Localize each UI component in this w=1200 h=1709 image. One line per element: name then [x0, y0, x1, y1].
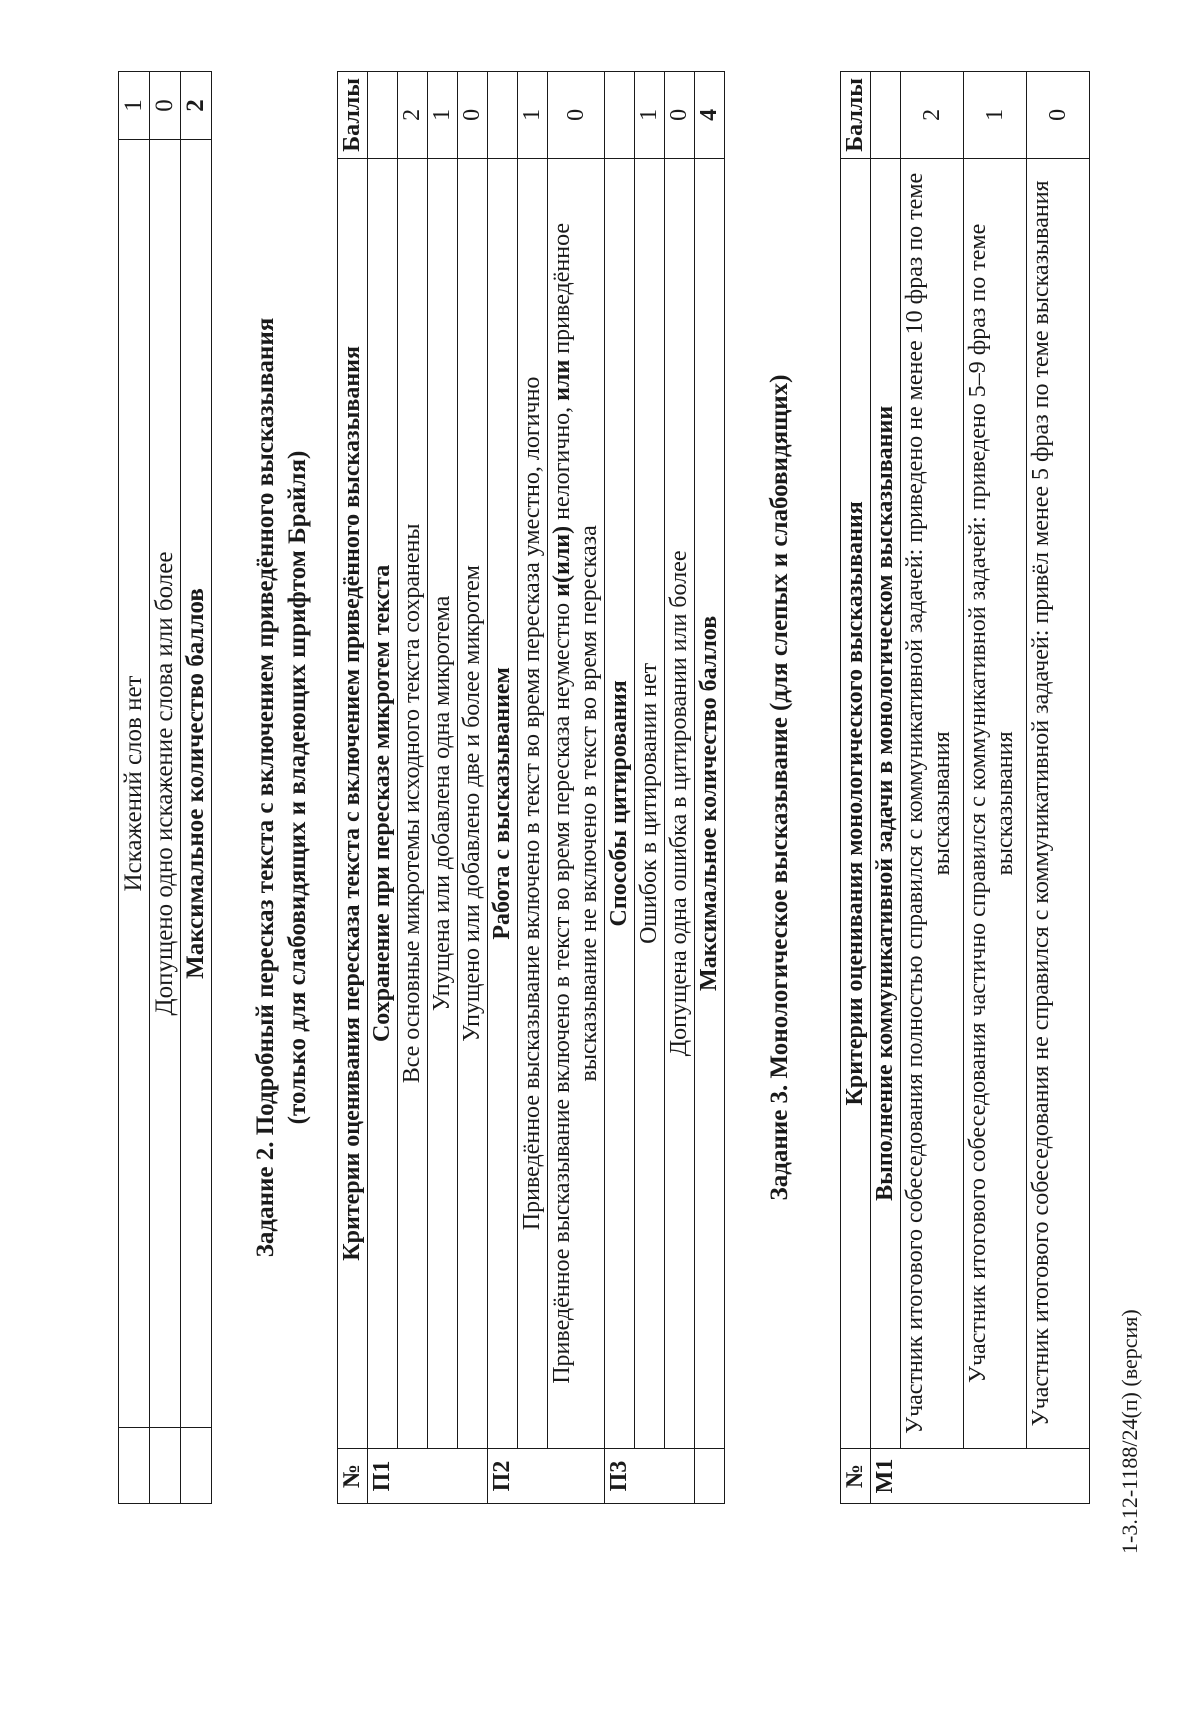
score-cell [605, 72, 635, 159]
criterion-cell: Допущено одно искажение слова или более [150, 140, 181, 1428]
section-heading: Работа с высказыванием [488, 158, 518, 1448]
table-row [398, 72, 428, 1504]
document-footer-code: 1-3.12-1188/24(п) (версия) [1117, 1309, 1142, 1554]
table-row [518, 72, 548, 1504]
score-cell: 1 [119, 72, 150, 140]
table-task3 [840, 71, 1090, 1504]
table-header [338, 72, 368, 1504]
criterion-cell: Участник итогового собеседования не справился с коммуникативной задачей: привёл менее 5 фраз по теме высказывания [1027, 158, 1090, 1448]
table-row [901, 72, 964, 1504]
table-row [548, 72, 605, 1504]
header-score: Баллы [338, 72, 368, 159]
table-row [458, 72, 488, 1504]
table-row-max [695, 72, 725, 1504]
max-score-value: 2 [181, 72, 212, 140]
table-row [871, 72, 901, 1504]
section-heading: Способы цитирования [605, 158, 635, 1448]
score-cell: 2 [398, 72, 428, 159]
criterion-cell: Упущена или добавлена одна микротема [428, 158, 458, 1448]
score-cell: 0 [665, 72, 695, 159]
table-task2 [337, 71, 725, 1504]
criterion-code: П3 [605, 1449, 695, 1504]
score-cell [368, 72, 398, 159]
header-criteria: Критерии оценивания пересказа текста с включением приведённого высказывания [338, 158, 368, 1448]
score-cell: 1 [964, 72, 1027, 159]
criterion-cell: Участник итогового собеседования полностью справился с коммуникативной задачей: приведено не менее 10 фраз по теме высказывания [901, 158, 964, 1448]
criterion-cell: Приведённое высказывание включено в текст во время пересказа уместно, логично [518, 158, 548, 1448]
table-row [368, 72, 398, 1504]
criterion-cell: Допущена одна ошибка в цитировании или более [665, 158, 695, 1448]
header-criteria: Критерии оценивания монологического высказывания [841, 158, 871, 1448]
score-cell [488, 72, 518, 159]
score-cell: 1 [635, 72, 665, 159]
table-row [605, 72, 635, 1504]
criterion-text: нелогично, [549, 400, 575, 526]
score-cell: 0 [1027, 72, 1090, 159]
score-cell: 0 [150, 72, 181, 140]
criterion-cell: Искажений слов нет [119, 140, 150, 1428]
criterion-emphasis: или [549, 359, 575, 401]
section-heading: Выполнение коммуникативной задачи в монологическом высказывании [871, 158, 901, 1448]
table-row [488, 72, 518, 1504]
criterion-cell: Все основные микротемы исходного текста сохранены [398, 158, 428, 1448]
criterion-cell: Участник итогового собеседования частично справился с коммуникативной задачей: приведено 5–9 фраз по теме высказывания [964, 158, 1027, 1448]
num-cell [119, 1428, 150, 1504]
criterion-text: Приведённое высказывание включено в текст во время пересказа неуместно [549, 596, 575, 1384]
task2-heading [250, 71, 314, 1504]
score-cell: 2 [901, 72, 964, 159]
num-cell [181, 1428, 212, 1504]
task2-title: Задание 2. Подробный пересказ текста с включением приведённого высказывания [252, 317, 279, 1258]
criterion-cell: Упущено или добавлено две и более микротем [458, 158, 488, 1448]
table-row [119, 72, 150, 1504]
score-cell: 0 [548, 72, 605, 159]
score-cell [871, 72, 901, 159]
header-num: № [841, 1449, 871, 1504]
table-row [150, 72, 181, 1504]
table-row [1027, 72, 1090, 1504]
table-row [428, 72, 458, 1504]
header-num: № [338, 1449, 368, 1504]
table-task1-continuation [118, 71, 212, 1504]
criterion-emphasis: и(или) [549, 525, 575, 597]
criterion-text: приведённое высказывание не включено в текст во время пересказа [549, 222, 602, 1082]
num-cell [150, 1428, 181, 1504]
max-score-value: 4 [695, 72, 725, 159]
max-score-label: Максимальное количество баллов [695, 158, 725, 1448]
table-row [635, 72, 665, 1504]
table-header [841, 72, 871, 1504]
score-cell: 1 [518, 72, 548, 159]
score-cell: 1 [428, 72, 458, 159]
table-row [665, 72, 695, 1504]
task2-subtitle: (только для слабовидящих и владеющих шрифтом Брайля) [284, 450, 311, 1125]
criterion-cell [548, 158, 605, 1448]
header-score: Баллы [841, 72, 871, 159]
criterion-code: М1 [871, 1449, 1090, 1504]
table-row [964, 72, 1027, 1504]
task3-heading: Задание 3. Монологическое высказывание (для слепых и слабовидящих) [766, 374, 793, 1201]
score-cell: 0 [458, 72, 488, 159]
section-heading: Сохранение при пересказе микротем текста [368, 158, 398, 1448]
criterion-code: П2 [488, 1449, 605, 1504]
table-row-max [181, 72, 212, 1504]
num-cell [695, 1449, 725, 1504]
criterion-cell: Ошибок в цитировании нет [635, 158, 665, 1448]
max-score-label: Максимальное количество баллов [181, 140, 212, 1428]
criterion-code: П1 [368, 1449, 488, 1504]
